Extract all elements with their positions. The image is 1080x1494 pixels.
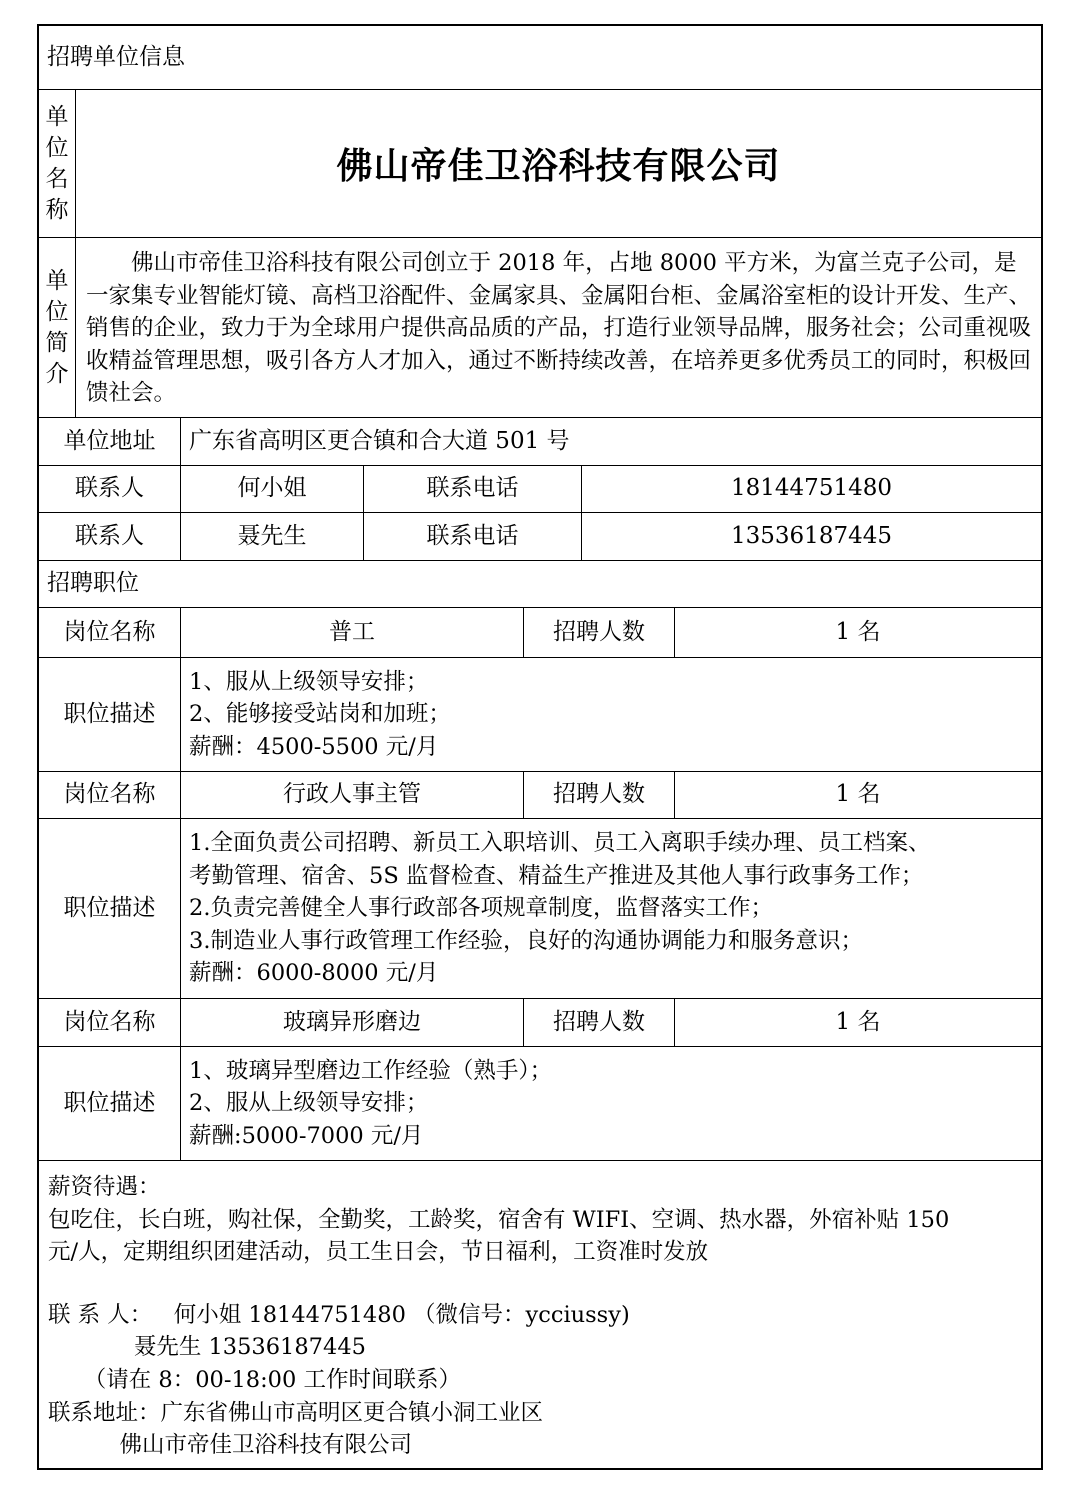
company-intro-label: 单 位 简 介 (45, 267, 69, 387)
contact-name: 聂先生 (180, 513, 363, 560)
position-row-2 (39, 772, 1041, 819)
position-row-1 (39, 608, 1041, 658)
position-name: 行政人事主管 (180, 772, 523, 818)
section-header-positions (39, 561, 1041, 608)
contact-name: 何小姐 (180, 466, 363, 512)
contact-phone: 18144751480 (581, 466, 1041, 512)
position-name-label: 岗位名称 (63, 618, 156, 645)
footer-hours-note: （请在 8：00-18:00 工作时间联系） (48, 1366, 461, 1393)
position-count: 1 名 (674, 772, 1041, 818)
benefits-line: 元/人，定期组织团建活动，员工生日会，节日福利，工资准时发放 (48, 1239, 709, 1266)
address-value: 广东省高明区更合镇和合大道 501 号 (180, 418, 1041, 465)
position-name: 普工 (180, 608, 523, 657)
desc-line: 薪酬:5000-7000 元/月 (189, 1122, 424, 1149)
contact-phone: 13536187445 (581, 513, 1041, 560)
position-name-label: 岗位名称 (63, 1008, 156, 1035)
section-title: 招聘单位信息 (47, 43, 185, 70)
position-count-label: 招聘人数 (523, 999, 674, 1046)
position-count: 1 名 (674, 608, 1041, 657)
desc-line: 薪酬：6000-8000 元/月 (189, 960, 439, 987)
contact-row-2 (39, 513, 1041, 561)
position-desc-label: 职位描述 (63, 1089, 156, 1116)
contact-label: 联系人 (75, 475, 144, 502)
benefits-title: 薪资待遇： (48, 1174, 161, 1200)
desc-line: 1、服从上级领导安排； (189, 668, 429, 695)
position-count-label: 招聘人数 (523, 772, 674, 818)
position-count: 1 名 (674, 999, 1041, 1046)
address-label: 单位地址 (63, 427, 156, 454)
position-row-3 (39, 999, 1041, 1047)
desc-line: 2、能够接受站岗和加班； (189, 701, 451, 728)
position-desc-label: 职位描述 (63, 700, 156, 727)
position-desc-row-1 (39, 658, 1041, 772)
footer-spacer (48, 1269, 1041, 1299)
position-name-label: 岗位名称 (63, 781, 156, 808)
position-name: 玻璃异形磨边 (180, 999, 523, 1046)
benefits-line: 包吃住，长白班，购社保，全勤奖，工龄奖，宿舍有 WIFI、空调、热水器，外宿补贴 150 (48, 1206, 950, 1233)
position-count-label: 招聘人数 (523, 608, 674, 657)
desc-line: 1、玻璃异型磨边工作经验（熟手）； (189, 1057, 553, 1084)
company-name-row (39, 90, 1041, 238)
position-desc-label: 职位描述 (63, 894, 156, 921)
position-desc-row-3 (39, 1047, 1041, 1161)
desc-line: 考勤管理、宿舍、5S 监督检查、精益生产推进及其他人事行政事务工作； (189, 862, 924, 889)
footer-contact-line: 联 系 人： 何小姐 18144751480 （微信号：ycciussy) (48, 1301, 630, 1328)
desc-line: 2.负责完善健全人事行政部各项规章制度，监督落实工作； (189, 895, 773, 922)
company-name: 佛山帝佳卫浴科技有限公司 (336, 145, 781, 187)
position-desc (180, 819, 1041, 998)
section-header-company (39, 26, 1041, 90)
contact-phone-label: 联系电话 (363, 466, 581, 512)
contact-label: 联系人 (75, 522, 144, 549)
footer-address-line: 联系地址：广东省佛山市高明区更合镇小洞工业区 (48, 1399, 544, 1426)
footer-contact-line: 聂先生 13536187445 (48, 1334, 366, 1361)
section-title: 招聘职位 (47, 570, 139, 597)
company-name-label: 单 位 名 称 (45, 103, 69, 223)
position-desc-row-2 (39, 819, 1041, 999)
footer-address-line: 佛山市帝佳卫浴科技有限公司 (48, 1432, 413, 1459)
company-intro-row (39, 238, 1041, 418)
contact-phone-label: 联系电话 (363, 513, 581, 560)
position-desc (180, 658, 1041, 771)
company-name-cell (75, 90, 1041, 237)
company-intro: 佛山市帝佳卫浴科技有限公司创立于 2018 年，占地 8000 平方米，为富兰克子公司，是一家集专业智能灯镜、高档卫浴配件、金属家具、金属阳台柜、金属浴室柜的设计开发、生产、销售的企业，致力于为全球用户提供高品质的产品，打造行业领导品牌，服务社会；公司重视吸收精益管理思想，吸引各方人才加入，通过不断持续改善，在培养更多优秀员工的同时，积极回馈社会。 (86, 250, 1032, 407)
contact-row-1 (39, 466, 1041, 513)
desc-line: 2、服从上级领导安排； (189, 1090, 429, 1117)
address-row (39, 418, 1041, 466)
position-desc (180, 1047, 1041, 1160)
footer-info (39, 1161, 1041, 1468)
company-intro-cell (75, 238, 1041, 417)
desc-line: 3.制造业人事行政管理工作经验，良好的沟通协调能力和服务意识； (189, 927, 863, 954)
desc-line: 薪酬：4500-5500 元/月 (189, 733, 439, 760)
desc-line: 1.全面负责公司招聘、新员工入职培训、员工入离职手续办理、员工档案、 (189, 830, 931, 857)
recruitment-form (37, 24, 1043, 1470)
